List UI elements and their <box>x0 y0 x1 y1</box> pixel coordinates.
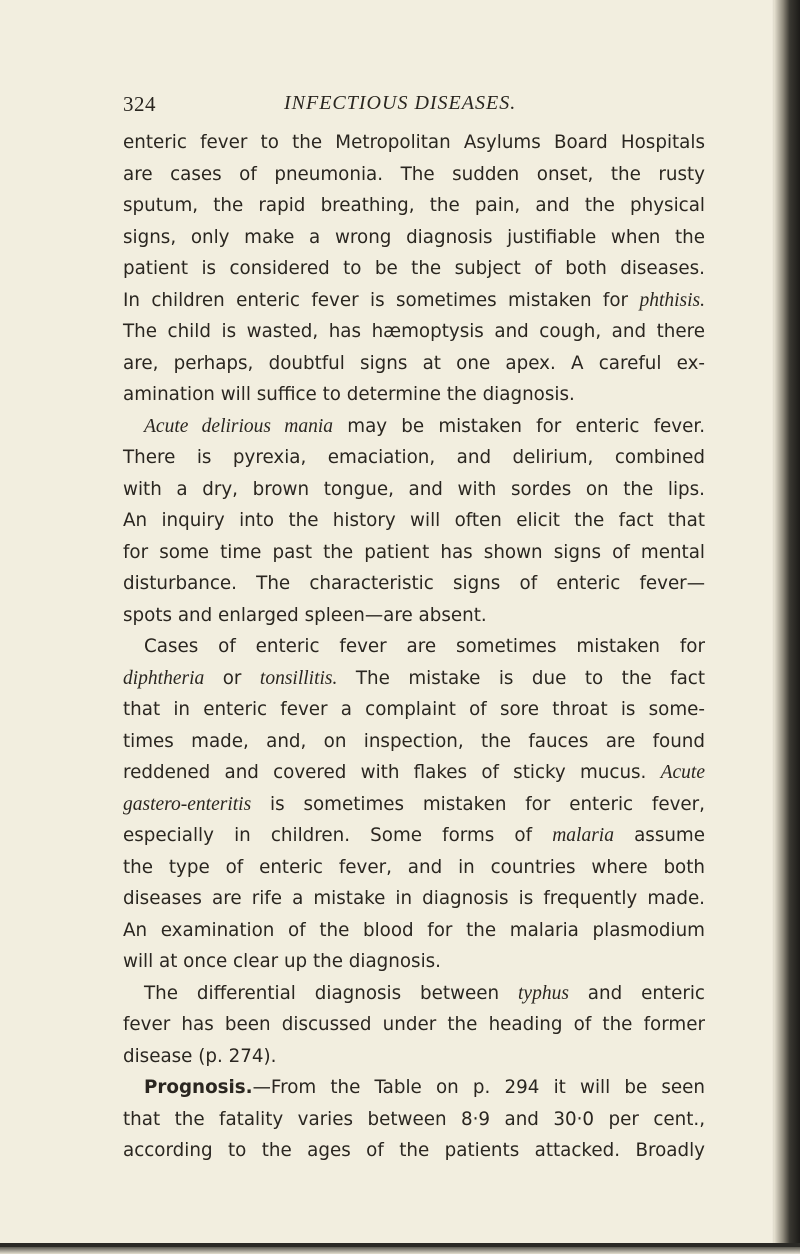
italic-term: tonsillitis. <box>259 667 338 689</box>
text-line <box>123 348 705 380</box>
body-text <box>123 127 705 1167</box>
text-line <box>123 253 705 285</box>
text-run: disease (p. 274). <box>123 1045 277 1067</box>
text-run: may be mistaken for enteric fever. <box>333 415 706 437</box>
text-run: is sometimes mistaken for enteric fever, <box>251 793 705 815</box>
text-run: assume <box>613 825 705 846</box>
text-run: enteric fever to the Metropolitan Asylums Board Hospitals <box>123 132 705 153</box>
text-run: diseases are rife a mistake in diagnosis is frequently made. <box>123 888 705 909</box>
italic-term: typhus <box>518 982 569 1004</box>
text-line <box>123 379 705 411</box>
text-line <box>123 663 705 695</box>
text-run: spots and enlarged spleen—are absent. <box>123 604 487 626</box>
text-run: signs, only make a wrong diagnosis justifiable when the <box>123 226 705 248</box>
text-run: that in enteric fever a complaint of sore throat is some- <box>123 699 705 720</box>
text-run: or <box>204 667 260 689</box>
text-run: An inquiry into the history will often elicit the fact that <box>123 510 705 531</box>
text-run: sputum, the rapid breathing, the pain, and the physical <box>123 195 705 216</box>
text-run: are, perhaps, doubtful signs at one apex. A careful ex- <box>123 352 705 374</box>
text-line <box>123 978 705 1010</box>
italic-term: gastero-enteritis <box>123 793 252 815</box>
text-line <box>123 505 705 537</box>
text-run: are cases of pneumonia. The sudden onset, the rusty <box>123 163 705 185</box>
page-header <box>0 92 800 122</box>
text-line <box>123 127 705 159</box>
text-line <box>123 694 705 726</box>
italic-term: phthisis. <box>639 289 705 311</box>
text-run: There is pyrexia, emaciation, and delirium, combined <box>123 447 705 468</box>
text-line <box>123 1041 705 1073</box>
text-run: The child is wasted, has hæmoptysis and cough, and there <box>123 321 705 342</box>
italic-term: diphtheria <box>123 667 205 689</box>
text-line <box>123 946 705 978</box>
text-line <box>123 1135 705 1167</box>
text-line <box>123 789 705 821</box>
book-spine <box>774 0 800 1254</box>
text-run: amination will suffice to determine the diagnosis. <box>123 384 575 405</box>
italic-term: Acute delirious mania <box>144 415 334 437</box>
italic-term: malaria <box>552 825 614 846</box>
text-run: especially in children. Some forms of <box>123 825 553 846</box>
text-line <box>123 631 705 663</box>
text-run: The mistake is due to the fact <box>337 667 705 689</box>
text-run: —From the Table on p. 294 it will be seen <box>252 1077 705 1098</box>
text-line <box>123 190 705 222</box>
text-line <box>123 1009 705 1041</box>
text-run: according to the ages of the patients attacked. Broadly <box>123 1140 705 1161</box>
text-run: In children enteric fever is sometimes mistaken for <box>123 289 640 311</box>
running-title: INFECTIOUS DISEASES. <box>284 92 517 114</box>
text-line <box>123 915 705 947</box>
text-run: An examination of the blood for the malaria plasmodium <box>123 919 705 941</box>
text-line <box>123 568 705 600</box>
text-run: disturbance. The characteristic signs of enteric fever— <box>123 573 705 594</box>
text-run: fever has been discussed under the heading of the former <box>123 1014 705 1035</box>
text-line <box>123 600 705 632</box>
text-line <box>123 411 705 443</box>
page-bottom-shadow <box>0 1247 800 1254</box>
text-line <box>123 442 705 474</box>
text-run: The differential diagnosis between <box>144 982 518 1004</box>
text-line <box>123 1104 705 1136</box>
text-line <box>123 883 705 915</box>
text-run: reddened and covered with flakes of sticky mucus. <box>123 762 661 783</box>
page-number: 324 <box>123 92 156 116</box>
text-line <box>123 222 705 254</box>
text-line <box>123 757 705 789</box>
text-line <box>123 285 705 317</box>
text-run: the type of enteric fever, and in countries where both <box>123 856 705 878</box>
italic-term: Acute <box>660 762 705 783</box>
text-run: for some time past the patient has shown signs of mental <box>123 541 705 563</box>
text-run: and enteric <box>568 982 705 1004</box>
section-heading: Prognosis. <box>144 1077 253 1098</box>
text-line <box>123 1072 705 1104</box>
text-line <box>123 159 705 191</box>
text-line <box>123 852 705 884</box>
text-line <box>123 474 705 506</box>
text-line <box>123 537 705 569</box>
text-run: will at once clear up the diagnosis. <box>123 951 441 972</box>
text-run: times made, and, on inspection, the fauces are found <box>123 730 705 752</box>
text-line <box>123 820 705 852</box>
text-run: Cases of enteric fever are sometimes mistaken for <box>144 636 705 657</box>
text-line <box>123 726 705 758</box>
text-run: with a dry, brown tongue, and with sordes on the lips. <box>123 478 705 500</box>
text-run: patient is considered to be the subject of both diseases. <box>123 258 705 279</box>
text-run: that the fatality varies between 8·9 and 30·0 per cent., <box>123 1108 705 1130</box>
text-line <box>123 316 705 348</box>
